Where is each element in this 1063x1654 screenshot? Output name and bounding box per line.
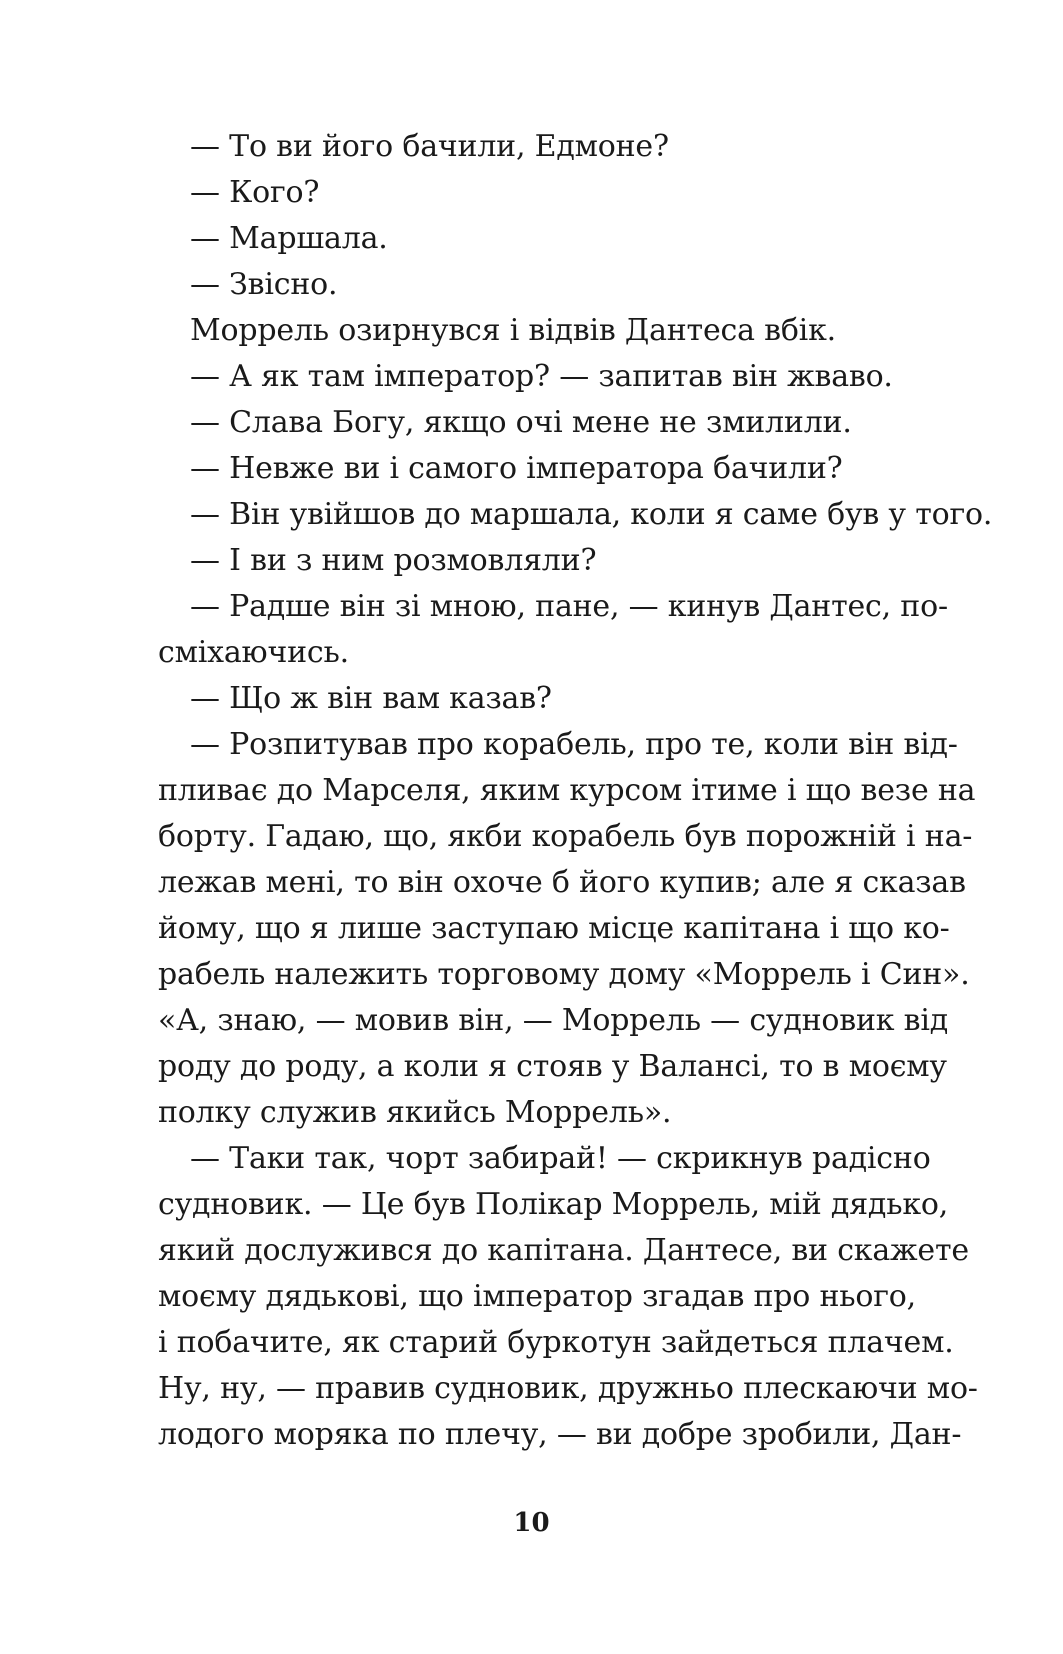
text-line: — Звісно. bbox=[190, 267, 338, 302]
text-line: — Маршала. bbox=[190, 221, 388, 256]
text-line: рабель належить торговому дому «Моррель і Син». bbox=[158, 957, 970, 992]
text-line: роду до роду, а коли я стояв у Валансі, то в моєму bbox=[158, 1049, 947, 1084]
text-line: борту. Гадаю, що, якби корабель був порожній і на- bbox=[158, 819, 973, 854]
text-line: лежав мені, то він охоче б його купив; але я сказав bbox=[158, 865, 966, 900]
text-line: — Розпитував про корабель, про те, коли він від- bbox=[190, 727, 958, 762]
text-line: Ну, ну, — правив судновик, дружньо плескаючи мо- bbox=[158, 1371, 978, 1406]
text-line: лодого моряка по плечу, — ви добре зробили, Дан- bbox=[158, 1417, 962, 1452]
text-line: — Він увійшов до маршала, коли я саме був у того. bbox=[190, 497, 993, 532]
text-line: — Кого? bbox=[190, 175, 320, 210]
text-line: йому, що я лише заступаю місце капітана і що ко- bbox=[158, 911, 950, 946]
text-line: — То ви його бачили, Едмоне? bbox=[190, 129, 669, 164]
text-line: полку служив якийсь Моррель». bbox=[158, 1095, 672, 1130]
text-line: — Таки так, чорт забирай! — скрикнув радісно bbox=[190, 1141, 931, 1176]
text-line: сміхаючись. bbox=[158, 635, 349, 670]
text-line: — Слава Богу, якщо очі мене не змилили. bbox=[190, 405, 852, 440]
text-line: Моррель озирнувся і відвів Дантеса вбік. bbox=[190, 313, 836, 348]
text-line: «А, знаю, — мовив він, — Моррель — судновик від bbox=[158, 1003, 949, 1038]
text-line: — І ви з ним розмовляли? bbox=[190, 543, 597, 578]
page-number: 10 bbox=[513, 1508, 550, 1538]
text-line: моєму дядькові, що імператор згадав про нього, bbox=[158, 1279, 916, 1314]
text-line: — Радше він зі мною, пане, — кинув Дантес, по- bbox=[190, 589, 948, 624]
text-line: — Невже ви і самого імператора бачили? bbox=[190, 451, 843, 486]
text-line: — Що ж він вам казав? bbox=[190, 681, 552, 716]
text-line: і побачите, як старий буркотун зайдеться плачем. bbox=[158, 1325, 954, 1360]
text-line: — А як там імператор? — запитав він жваво. bbox=[190, 359, 893, 394]
text-line: судновик. — Це був Полікар Моррель, мій дядько, bbox=[158, 1187, 949, 1222]
text-line: який дослужився до капітана. Дантесе, ви скажете bbox=[158, 1233, 969, 1268]
body-text bbox=[158, 124, 993, 1458]
text-line: пливає до Марселя, яким курсом ітиме і що везе на bbox=[158, 773, 976, 808]
